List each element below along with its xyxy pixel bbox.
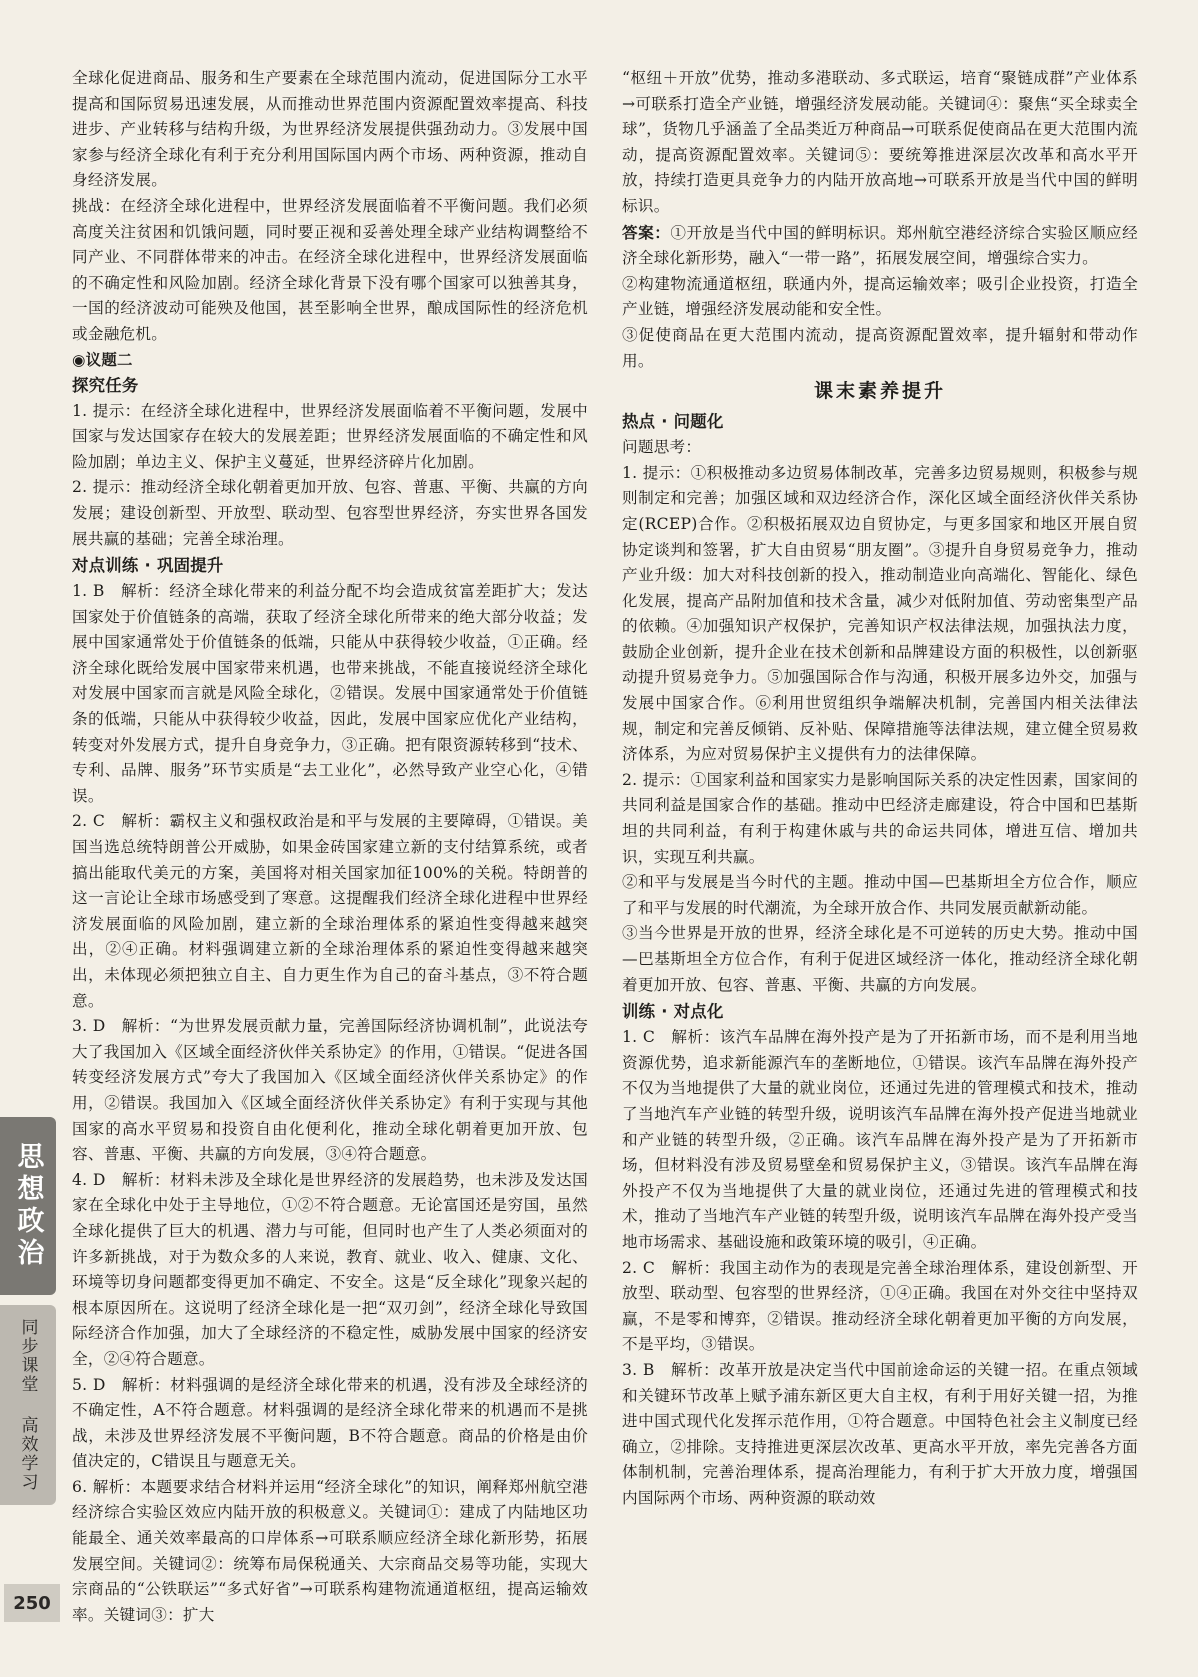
- answer-point-3: ③促使商品在更大范围内流动，提高资源配置效率，提升辐射和带动作用。: [622, 325, 1138, 370]
- hint-item-1: 1. 提示：①积极推动多边贸易体制改革，完善多边贸易规则，积极参与规则制定和完善；加强区域和双边经济合作，深化区域全面经济伙伴关系协定(RCEP)合作。②积极拓展双边自贸协定，与更多国家和地区开展自贸协定谈判和签署，扩大自由贸易“朋友圈”。③提升自身贸易竞争力，推动产业升级：加大对科技创新的投入，推动制造业向高端化、智能化、绿色化发展，提高产品附加值和技术含量，减少对低附加值、劳动密集型产品的依赖。④加强知识产权保护，完善知识产权法律法规，加强执法力度，鼓励企业创新，提升企业在技术创新和品牌建设方面的积极性，以创新驱动提升贸易竞争力。⑤加强国际合作与沟通，积极开展多边外交，加强与发展中国家合作。⑥利用世贸组织争端解决机制，完善国内相关法律法规，制定和完善反倾销、反补贴、保障措施等法律法规，建立健全贸易救济体系，为应对贸易保护主义提供有力的法律保障。: [622, 463, 1138, 764]
- training-heading: 对点训练 · 巩固提升: [72, 556, 224, 576]
- explore-task-heading: 探究任务: [72, 375, 139, 395]
- drill-heading: 训练 · 对点化: [622, 1002, 724, 1022]
- answer-label: 答案：: [622, 222, 671, 242]
- drill-item-3: 3. B 解析：改革开放是决定当代中国前途命运的关键一招。在重点领域和关键环节改革上赋予浦东新区更大自主权，有利于用好关键一招，为推进中国式现代化发挥示范作用，①符合题意。中国特色社会主义制度已经确立，②排除。支持推进更深层次改革、更高水平开放，率先完善各方面体制机制，完善治理体系，提高治理能力，有利于扩大开放力度，增强国内国际两个市场、两种资源的联动效: [622, 1360, 1138, 1507]
- answer-item-3: 3. D 解析：“为世界发展贡献力量，完善国际经济协调机制”，此说法夸大了我国加入《区域全面经济伙伴关系协定》的作用，①错误。“促进各国转变经济发展方式”夸大了我国加入《区域全面经济伙伴关系协定》的作用，②错误。我国加入《区域全面经济伙伴关系协定》有利于实现与其他国家的高水平贸易和投资自由化便利化，推动全球化朝着更加开放、包容、普惠、平衡、共赢的方向发展，③④符合题意。: [72, 1017, 588, 1164]
- answer-block: [622, 220, 1138, 272]
- question-thinking-label: 问题思考：: [622, 438, 702, 457]
- answer-item-5: 5. D 解析：材料强调的是经济全球化带来的机遇，没有涉及全球经济的不确定性，A不符合题意。材料强调的是经济全球化带来的机遇而不是挑战，未涉及世界经济发展不平衡问题，B不符合题意。商品的价格是由价值决定的，C错误且与题意无关。: [72, 1375, 588, 1471]
- right-continuation-paragraph: “枢纽＋开放”优势，推动多港联动、多式联运，培育“聚链成群”产业体系→可联系打造全产业链，增强经济发展动能。关键词④：聚焦“买全球卖全球”，货物几乎涵盖了全品类近万种商品→可联系促使商品在更大范围内流动，提高资源配置效率。关键词⑤：要统筹推进深层次改革和高水平开放，持续打造更具竞争力的内陆开放高地→可联系开放是当代中国的鲜明标识。: [622, 69, 1138, 215]
- hotspot-heading: 热点 · 问题化: [622, 412, 724, 432]
- side-tab-series: 同步课堂 高效学习: [0, 1305, 56, 1505]
- left-paragraph-opportunity: 全球化促进商品、服务和生产要素在全球范围内流动，促进国际分工水平提高和国际贸易迅速发展，从而推动世界范围内资源配置效率提高、科技进步、产业转移与结构升级，为世界经济发展提供强劲动力。③发展中国家参与经济全球化有利于充分利用国际国内两个市场、两种资源，推动自身经济发展。: [72, 69, 588, 190]
- answer-point-2: ②构建物流通道枢纽，联通内外，提高运输效率；吸引企业投资，打造全产业链，增强经济发展动能和安全性。: [622, 274, 1138, 319]
- drill-item-2: 2. C 解析：我国主动作为的表现是完善全球治理体系，建设创新型、开放型、联动型、包容型的世界经济，①④正确。我国在对外交往中坚持双赢，不是零和博弈，②错误。推动经济全球化朝着更加平衡的方向发展，不是平均，③错误。: [622, 1258, 1138, 1354]
- answer-item-1: 1. B 解析：经济全球化带来的利益分配不均会造成贫富差距扩大；发达国家处于价值链条的高端，获取了经济全球化所带来的绝大部分收益；发展中国家通常处于价值链条的低端，只能从中获得较少收益，①正确。经济全球化既给发展中国家带来机遇，也带来挑战，不能直接说经济全球化对发展中国家而言就是风险全球化，②错误。发展中国家通常处于价值链条的低端，只能从中获得较少收益，因此，发展中国家应优化产业结构，转变对外发展方式，提升自身竞争力，③正确。把有限资源转移到“技术、专利、品牌、服务”环节实质是“去工业化”，必然导致产业空心化，④错误。: [72, 582, 588, 805]
- side-tab-subject: 思想政治: [0, 1117, 56, 1295]
- drill-item-1: 1. C 解析：该汽车品牌在海外投产是为了开拓新市场，而不是利用当地资源优势，追求新能源汽车的垄断地位，①错误。该汽车品牌在海外投产不仅为当地提供了大量的就业岗位，还通过先进的管理模式和技术，推动了当地汽车产业链的转型升级，说明该汽车品牌在海外投产促进当地就业和产业链的转型升级，②正确。该汽车品牌在海外投产是为了开拓新市场，但材料没有涉及贸易壁垒和贸易保护主义，③错误。该汽车品牌在海外投产不仅为当地提供了大量的就业岗位，还通过先进的管理模式和技术，推动了当地汽车产业链的转型升级，说明该汽车品牌在海外投产受当地市场需求、基础设施和政策环境的吸引，④正确。: [622, 1028, 1138, 1251]
- hint-item-2b: ②和平与发展是当今时代的主题。推动中国—巴基斯坦全方位合作，顺应了和平与发展的时代潮流，为全球开放合作、共同发展贡献新动能。: [622, 873, 1138, 917]
- explore-item-2: 2. 提示：推动经济全球化朝着更加开放、包容、普惠、平衡、共赢的方向发展；建设创新型、开放型、联动型、包容型世界经济，夯实世界各国发展共赢的基础；完善全球治理。: [72, 478, 588, 548]
- left-column: [72, 66, 588, 1628]
- answer-item-2: 2. C 解析：霸权主义和强权政治是和平与发展的主要障碍，①错误。美国当选总统特朗普公开威胁，如果金砖国家建立新的支付结算系统，或者搞出能取代美元的方案，美国将对相关国家加征100%的关税。特朗普的这一言论让全球市场感受到了寒意。这提醒我们经济全球化进程中世界经济发展面临的风险加剧，建立新的全球治理体系的紧迫性变得越来越突出，②④正确。材料强调建立新的全球治理体系的紧迫性变得越来越突出，未体现必须把独立自主、自力更生作为自己的奋斗基点，③不符合题意。: [72, 812, 588, 1010]
- hint-item-2a: 2. 提示：①国家利益和国家实力是影响国际关系的决定性因素，国家间的共同利益是国家合作的基础。推动中巴经济走廊建设，符合中国和巴基斯坦的共同利益，有利于构建休戚与共的命运共同体，增进互信、增加共识，实现互利共赢。: [622, 770, 1138, 866]
- left-paragraph-challenge: 挑战：在经济全球化进程中，世界经济发展面临着不平衡问题。我们必须高度关注贫困和饥饿问题，同时要正视和妥善处理全球产业结构调整给不同产业、不同群体带来的冲击。在经济全球化进程中，世界经济发展面临的不确定性和风险加剧。经济全球化背景下没有哪个国家可以独善其身，一国的经济波动可能殃及他国，甚至影响全世界，酿成国际性的经济危机或金融危机。: [72, 196, 588, 343]
- topic-two-label: ◉议题二: [72, 350, 133, 369]
- section-title: 课末素养提升: [813, 380, 946, 403]
- answer-item-4: 4. D 解析：材料未涉及全球化是世界经济的发展趋势，也未涉及发达国家在全球化中处于主导地位，①②不符合题意。无论富国还是穷国，虽然全球化提供了巨大的机遇、潜力与可能，但同时也产生了人类必须面对的许多新挑战，对于为数众多的人来说，教育、就业、收入、健康、文化、环境等切身问题都变得更加不确定、不安全。这是“反全球化”现象兴起的根本原因所在。这说明了经济全球化是一把“双刃剑”，经济全球化导致国际经济合作加强，加大了全球经济的不稳定性，威胁发展中国家的经济安全，②④符合题意。: [72, 1170, 588, 1368]
- answer-point-1: ①开放是当代中国的鲜明标识。郑州航空港经济综合实验区顺应经济全球化新形势，融入“一带一路”，拓展发展空间，增强综合实力。: [622, 223, 1138, 268]
- explore-item-1: 1. 提示：在经济全球化进程中，世界经济发展面临着不平衡问题，发展中国家与发达国家存在较大的发展差距；世界经济发展面临的不确定性和风险加剧；单边主义、保护主义蔓延，世界经济碎片化加剧。: [72, 401, 588, 471]
- right-column: [622, 66, 1138, 1511]
- page-number: 250: [4, 1584, 60, 1622]
- answer-item-6: 6. 解析：本题要求结合材料并运用“经济全球化”的知识，阐释郑州航空港经济综合实验区效应内陆开放的积极意义。关键词①：建成了内陆地区功能最全、通关效率最高的口岸体系→可联系顺应经济全球化新形势，拓展发展空间。关键词②：统筹布局保税通关、大宗商品交易等功能，实现大宗商品的“公铁联运”“多式好省”→可联系构建物流通道枢纽，提高运输效率。关键词③：扩大: [72, 1477, 588, 1624]
- hint-item-2c: ③当今世界是开放的世界，经济全球化是不可逆转的历史大势。推动中国—巴基斯坦全方位合作，有利于促进区域经济一体化，推动经济全球化朝着更加开放、包容、普惠、平衡、共赢的方向发展。: [622, 924, 1138, 994]
